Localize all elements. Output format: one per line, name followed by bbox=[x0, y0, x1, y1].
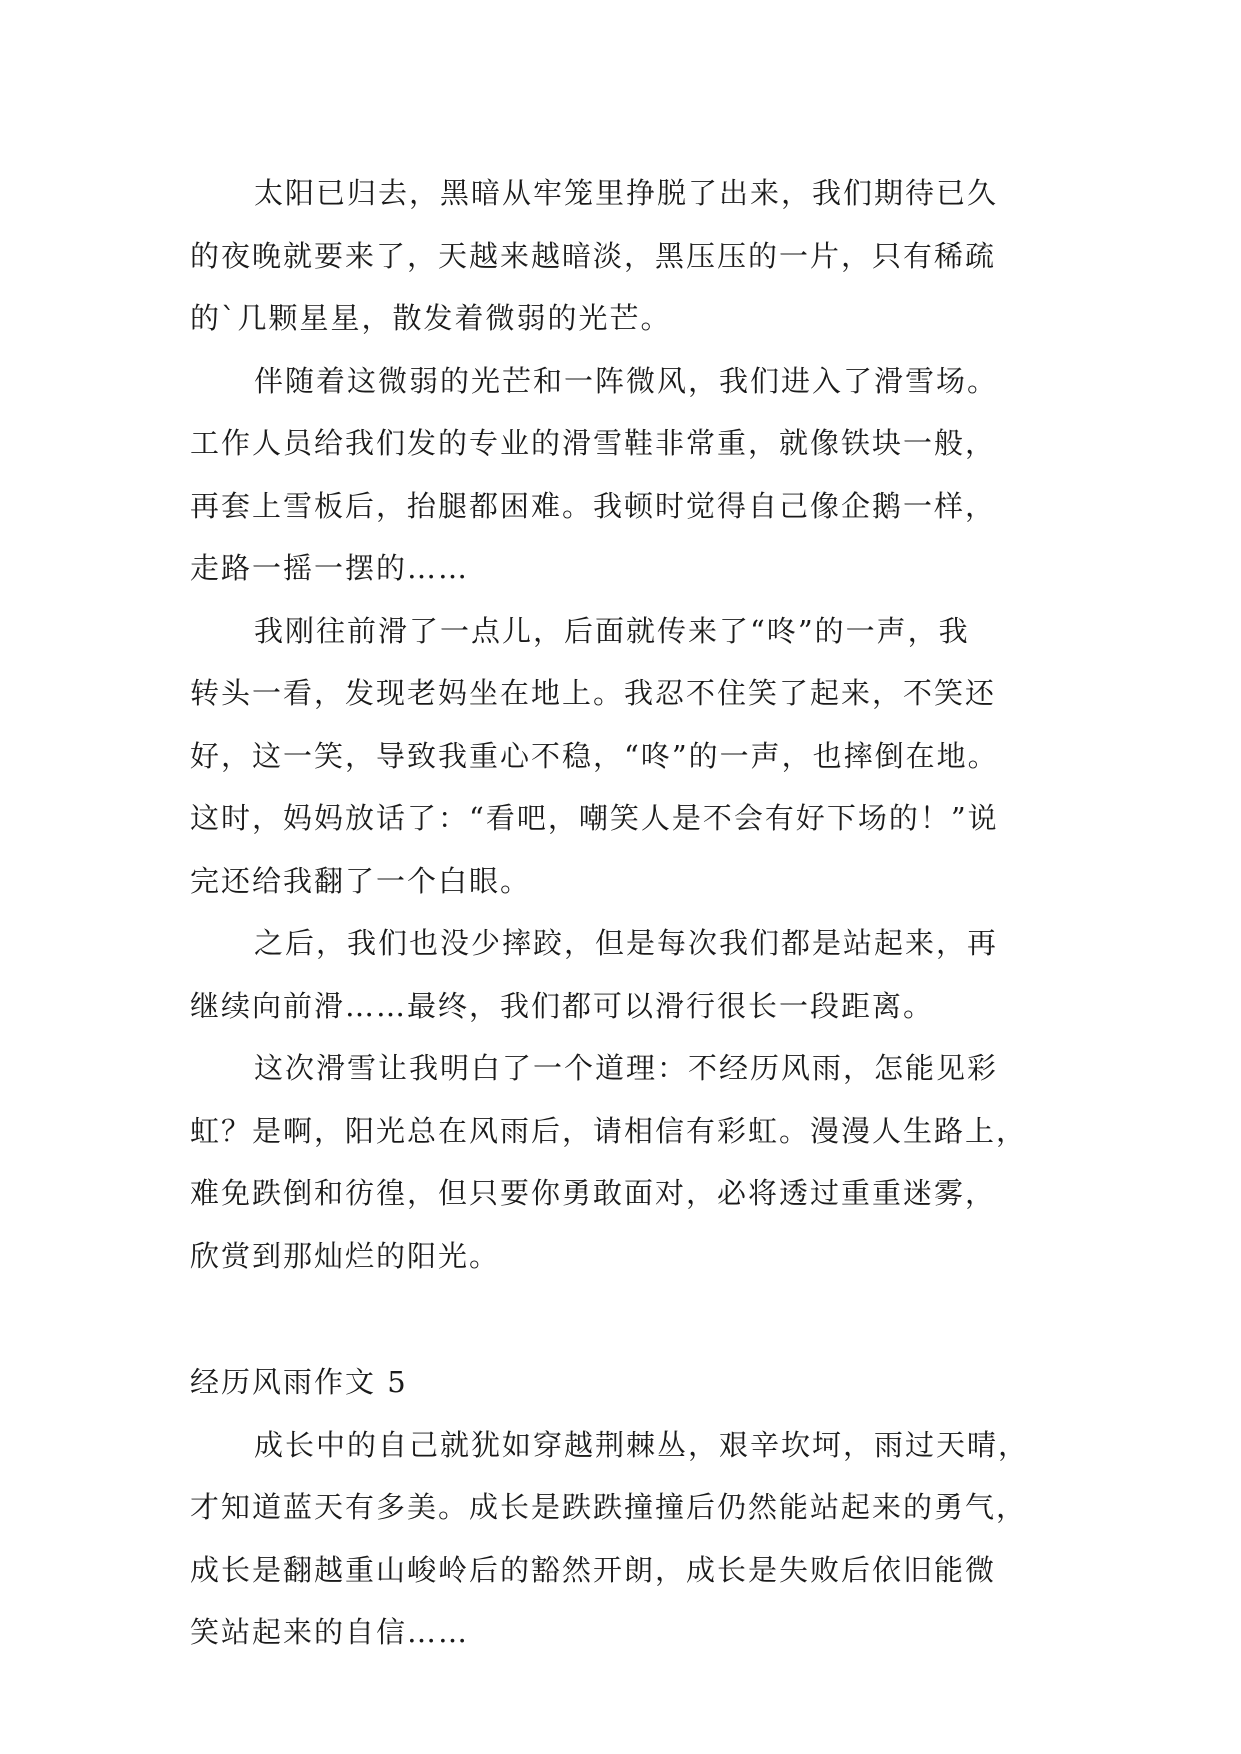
paragraph-lesson-learned bbox=[190, 1037, 1070, 1287]
text-line: 再套上雪板后，抬腿都困难。我顿时觉得自己像企鹅一样， bbox=[190, 488, 997, 523]
text-line: 成长中的自己就犹如穿越荆棘丛，艰辛坎坷，雨过天晴， bbox=[254, 1427, 1030, 1462]
section-spacer bbox=[190, 1287, 1070, 1351]
text-line: 这次滑雪让我明白了一个道理：不经历风雨，怎能见彩 bbox=[254, 1051, 999, 1085]
document-body bbox=[190, 162, 1070, 1664]
text-line: 的`几颗星星，散发着微弱的光芒。 bbox=[190, 301, 672, 335]
text-line: 继续向前滑……最终，我们都可以滑行很长一段距离。 bbox=[190, 988, 935, 1023]
text-line: 我刚往前滑了一点儿，后面就传来了“咚”的一声，我 bbox=[254, 613, 970, 648]
paragraph-night-falls bbox=[190, 162, 1070, 350]
text-line: 走路一摇一摆的…… bbox=[190, 551, 470, 585]
text-line: 好，这一笑，导致我重心不稳，“咚”的一声，也摔倒在地。 bbox=[190, 738, 999, 773]
text-line: 这时，妈妈放话了：“看吧，嘲笑人是不会有好下场的！”说 bbox=[190, 801, 999, 835]
paragraph-growing-up bbox=[190, 1414, 1070, 1664]
text-line: 成长是翻越重山峻岭后的豁然开朗，成长是失败后依旧能微 bbox=[190, 1552, 997, 1587]
section-heading: 经历风雨作文 5 bbox=[190, 1365, 408, 1399]
text-line: 转头一看，发现老妈坐在地上。我忍不住笑了起来，不笑还 bbox=[190, 676, 997, 710]
text-line: 的夜晚就要来了，天越来越暗淡，黑压压的一片，只有稀疏 bbox=[190, 238, 997, 273]
paragraph-enter-ski-field bbox=[190, 350, 1070, 600]
text-line: 难免跌倒和彷徨，但只要你勇敢面对，必将透过重重迷雾， bbox=[190, 1176, 997, 1210]
text-line: 伴随着这微弱的光芒和一阵微风，我们进入了滑雪场。 bbox=[254, 363, 999, 398]
text-line: 工作人员给我们发的专业的滑雪鞋非常重，就像铁块一般， bbox=[190, 426, 997, 460]
paragraph-falling-down bbox=[190, 600, 1070, 913]
text-line: 之后，我们也没少摔跤，但是每次我们都是站起来，再 bbox=[254, 926, 999, 960]
paragraph-keep-going bbox=[190, 912, 1070, 1037]
text-line: 完还给我翻了一个白眼。 bbox=[190, 863, 532, 898]
text-line: 虹？是啊，阳光总在风雨后，请相信有彩虹。漫漫人生路上， bbox=[190, 1113, 1028, 1148]
text-line: 笑站起来的自信…… bbox=[190, 1615, 470, 1649]
text-line: 才知道蓝天有多美。成长是跌跌撞撞后仍然能站起来的勇气， bbox=[190, 1490, 1028, 1524]
text-line: 欣赏到那灿烂的阳光。 bbox=[190, 1238, 501, 1273]
text-line: 太阳已归去，黑暗从牢笼里挣脱了出来，我们期待已久 bbox=[254, 176, 999, 210]
